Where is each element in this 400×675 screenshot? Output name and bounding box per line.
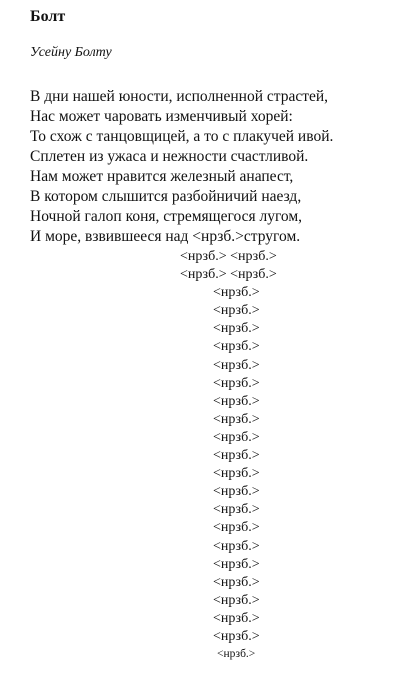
poem-dedication: Усейну Болту xyxy=(30,45,112,60)
poem-line: То схож с танцовщицей, а то с плакучей ивой. xyxy=(30,128,334,145)
illegible-line: <нрзб.> xyxy=(213,538,260,554)
illegible-line: <нрзб.> xyxy=(213,429,260,445)
illegible-line: <нрзб.> xyxy=(213,484,260,500)
illegible-line: <нрзб.> xyxy=(213,592,260,608)
illegible-line: <нрзб.> <нрзб.> xyxy=(180,267,277,283)
poem-line: В котором слышится разбойничий наезд, xyxy=(30,188,302,205)
illegible-line: <нрзб.> xyxy=(213,556,260,572)
illegible-line: <нрзб.> xyxy=(213,628,260,644)
illegible-line: <нрзб.> xyxy=(213,357,260,373)
illegible-line: <нрзб.> xyxy=(213,610,260,626)
poem-line: И море, взвившееся над <нрзб.>стругом. xyxy=(30,228,301,245)
illegible-line: <нрзб.> xyxy=(213,285,260,301)
illegible-line: <нрзб.> xyxy=(213,411,260,427)
poem-line: Сплетен из ужаса и нежности счастливой. xyxy=(30,148,309,165)
illegible-line: <нрзб.> xyxy=(213,303,260,319)
illegible-line: <нрзб.> xyxy=(213,393,260,409)
illegible-lines xyxy=(0,248,400,662)
illegible-line: <нрзб.> xyxy=(213,574,260,590)
illegible-line: <нрзб.> xyxy=(213,502,260,518)
illegible-line: <нрзб.> xyxy=(213,321,260,337)
poem-stanza xyxy=(30,87,400,247)
illegible-line: <нрзб.> xyxy=(217,648,256,661)
illegible-line: <нрзб.> xyxy=(213,375,260,391)
poem-line: Ночной галоп коня, стремящегося лугом, xyxy=(30,208,303,225)
illegible-line: <нрзб.> xyxy=(213,520,260,536)
illegible-line: <нрзб.> <нрзб.> xyxy=(180,249,277,264)
poem-title: Болт xyxy=(30,8,66,25)
illegible-line: <нрзб.> xyxy=(213,466,260,482)
poem-line: Нас может чаровать изменчивый хорей: xyxy=(30,108,293,125)
poem-line: В дни нашей юности, исполненной страстей, xyxy=(30,88,329,105)
poem-line: Нам может нравится железный анапест, xyxy=(30,168,294,185)
illegible-line: <нрзб.> xyxy=(213,448,260,464)
illegible-line: <нрзб.> xyxy=(213,339,260,355)
